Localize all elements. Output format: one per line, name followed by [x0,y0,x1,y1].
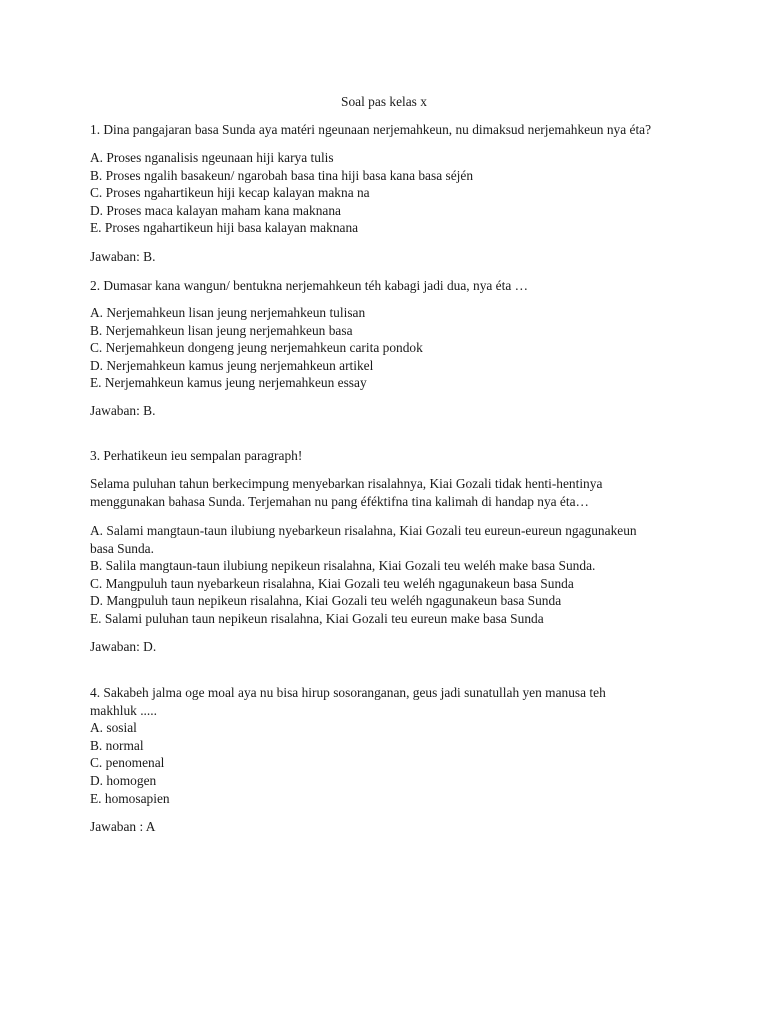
question-text: 1. Dina pangajaran basa Sunda aya matéri ngeunaan nerjemahkeun, nu dimaksud nerjemahkeun nya éta? [90,122,652,137]
option-e: E. Nerjemahkeun kamus jeung nerjemahkeun essay [90,375,367,391]
option-a-continued: basa Sunda. [90,540,154,556]
option-d: D. homogen [90,772,157,788]
question-text: 3. Perhatikeun ieu sempalan paragraph! [90,448,303,463]
question-text-continued: makhluk ..... [90,702,157,718]
option-b: B. Proses ngalih basakeun/ ngarobah basa tina hiji basa kana basa séjén [90,167,474,183]
question-4 [90,684,690,807]
question-2-options [90,304,690,392]
question-3-answer [90,638,690,656]
option-a: A. Nerjemahkeun lisan jeung nerjemahkeun tulisan [90,305,366,320]
question-1-answer [90,248,690,266]
option-c: C. penomenal [90,755,165,771]
option-d: D. Proses maca kalayan maham kana maknana [90,202,341,218]
question-1 [90,121,690,139]
option-d: D. Nerjemahkeun kamus jeung nerjemahkeun artikel [90,357,374,373]
option-c: C. Proses ngahartikeun hiji kecap kalayan makna na [90,185,370,201]
answer-text: Jawaban: B. [90,249,156,264]
answer-text: Jawaban : A [90,819,156,834]
question-3 [90,447,690,465]
answer-text: Jawaban: B. [90,403,156,418]
document-title: Soal pas kelas x [341,94,427,109]
question-4-answer [90,818,690,836]
option-a: A. sosial [90,720,137,736]
passage-line: menggunakan bahasa Sunda. Terjemahan nu pang éféktifna tina kalimah di handap nya éta… [90,493,589,509]
question-text: 4. Sakabeh jalma oge moal aya nu bisa hirup sosoranganan, geus jadi sunatullah yen manusa teh [90,685,606,700]
option-e: E. Salami puluhan taun nepikeun risalahna, Kiai Gozali teu eureun make basa Sunda [90,610,544,626]
passage-line: Selama puluhan tahun berkecimpung menyebarkan risalahnya, Kiai Gozali tidak henti-hentinya [90,476,603,491]
question-text: 2. Dumasar kana wangun/ bentukna nerjemahkeun téh kabagi jadi dua, nya éta … [90,278,529,293]
option-e: E. Proses ngahartikeun hiji basa kalayan maknana [90,220,359,236]
option-b: B. normal [90,737,144,753]
question-2-answer [90,402,690,420]
option-d: D. Mangpuluh taun nepikeun risalahna, Kiai Gozali teu weléh ngagunakeun basa Sunda [90,593,562,609]
question-1-options [90,149,690,237]
question-3-passage [90,475,690,510]
option-a: A. Proses nganalisis ngeunaan hiji karya tulis [90,150,334,165]
option-c: C. Nerjemahkeun dongeng jeung nerjemahkeun carita pondok [90,340,423,356]
question-3-options [90,522,690,628]
option-e: E. homosapien [90,790,170,806]
answer-text: Jawaban: D. [90,639,157,654]
option-b: B. Salila mangtaun-taun ilubiung nepikeun risalahna, Kiai Gozali teu weléh make basa Sunda. [90,558,596,574]
option-b: B. Nerjemahkeun lisan jeung nerjemahkeun basa [90,322,353,338]
option-a: A. Salami mangtaun-taun ilubiung nyebarkeun risalahna, Kiai Gozali teu eureun-eureun ngagunakeun [90,523,637,538]
question-2 [90,277,690,295]
option-c: C. Mangpuluh taun nyebarkeun risalahna, Kiai Gozali teu weléh ngagunakeun basa Sunda [90,575,574,591]
